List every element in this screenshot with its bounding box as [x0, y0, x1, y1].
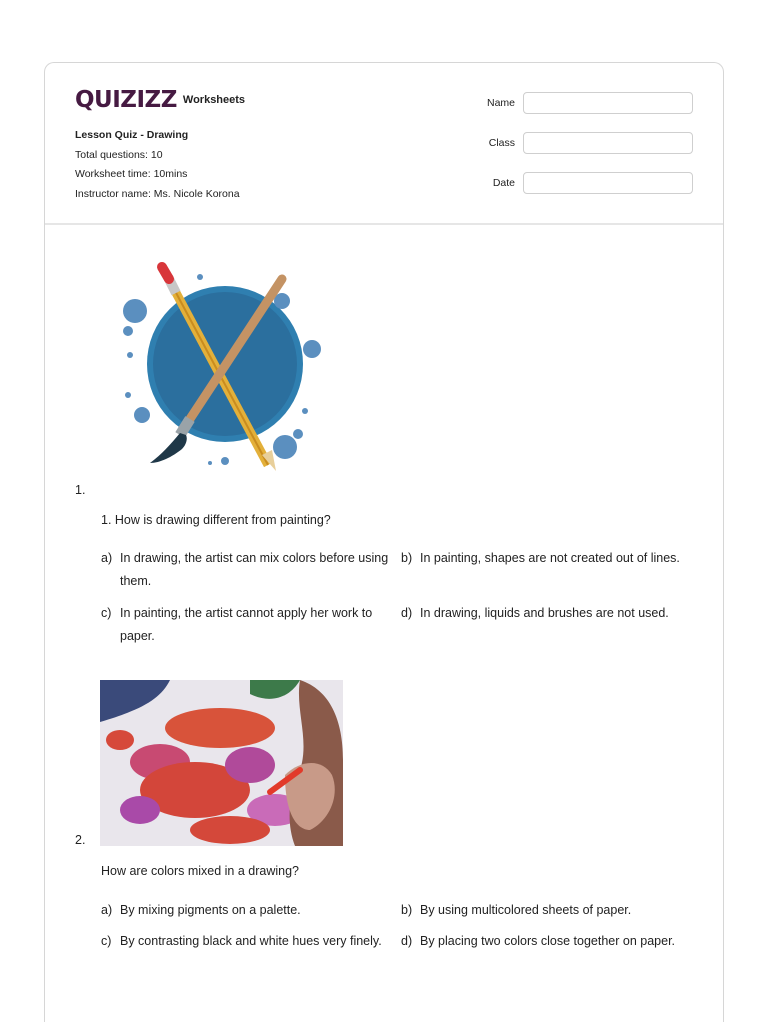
option-letter: b)	[401, 551, 413, 565]
question-1-number: 1.	[75, 483, 86, 497]
question-1-option-b[interactable]	[401, 547, 701, 570]
lesson-info	[75, 126, 240, 204]
date-input[interactable]	[523, 172, 693, 194]
option-letter: d)	[401, 606, 413, 620]
worksheet	[44, 62, 724, 1022]
instructor-name: Instructor name: Ms. Nicole Korona	[75, 187, 240, 200]
name-input[interactable]	[523, 92, 693, 114]
brand	[75, 87, 245, 113]
question-2-option-c[interactable]	[101, 930, 401, 953]
worksheet-header	[45, 63, 723, 225]
question-2-option-b[interactable]	[401, 899, 701, 922]
class-label: Class	[488, 137, 515, 149]
name-field-row	[487, 91, 693, 115]
question-2-option-a[interactable]	[101, 899, 401, 922]
question-2-text: How are colors mixed in a drawing?	[101, 864, 300, 878]
option-text: In painting, shapes are not created out of lines.	[420, 551, 680, 565]
question-1-option-a[interactable]	[101, 547, 391, 593]
option-text: By mixing pigments on a palette.	[120, 903, 301, 917]
option-letter: c)	[101, 934, 112, 948]
question-1-option-c[interactable]	[101, 602, 391, 648]
date-label: Date	[492, 177, 515, 189]
option-text: By contrasting black and white hues very finely.	[120, 934, 382, 948]
question-2-option-d[interactable]	[401, 930, 701, 953]
option-letter: a)	[101, 903, 113, 917]
class-input[interactable]	[523, 132, 693, 154]
colored-pencil-photo	[100, 680, 343, 846]
question-2-image	[100, 680, 343, 846]
lesson-title: Lesson Quiz - Drawing	[75, 129, 189, 141]
brand-subtitle: Worksheets	[182, 94, 246, 106]
question-1-image	[100, 249, 340, 471]
class-field-row	[487, 131, 693, 155]
student-fields	[487, 91, 693, 211]
date-field-row	[487, 171, 693, 195]
worksheet-time: Worksheet time: 10mins	[75, 168, 188, 180]
question-2-number: 2.	[75, 833, 86, 847]
option-letter: a)	[101, 551, 113, 565]
option-text: By using multicolored sheets of paper.	[420, 903, 632, 917]
option-letter: b)	[401, 903, 413, 917]
total-questions: Total questions: 10	[75, 148, 163, 161]
quizizz-logo: QUIZIZZ	[75, 87, 177, 113]
option-text: In drawing, the artist can mix colors before using them.	[120, 551, 389, 588]
option-text: In drawing, liquids and brushes are not used.	[420, 606, 669, 620]
question-1-text: 1. How is drawing different from painting?	[101, 513, 331, 527]
option-letter: d)	[401, 934, 413, 948]
name-label: Name	[486, 97, 515, 109]
option-letter: c)	[101, 606, 112, 620]
question-1-option-d[interactable]	[401, 602, 701, 625]
pencil-brush-illustration	[100, 249, 340, 471]
option-text: In painting, the artist cannot apply her work to paper.	[120, 606, 373, 643]
option-text: By placing two colors close together on paper.	[420, 934, 676, 948]
